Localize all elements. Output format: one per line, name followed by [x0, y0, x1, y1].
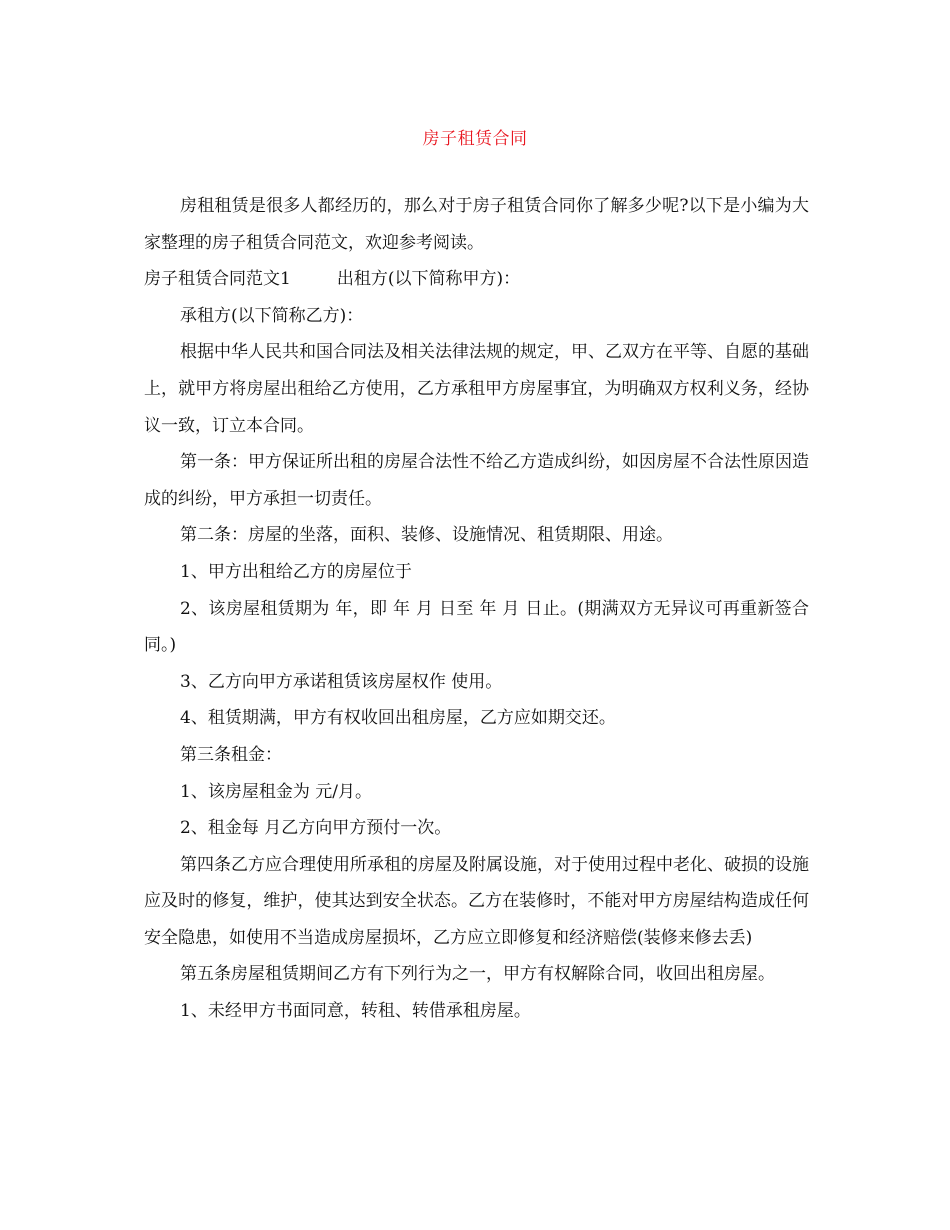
paragraph-lessee: 承租方(以下简称乙方)：	[180, 305, 364, 326]
paragraph-article-5: 第五条房屋租赁期间乙方有下列行为之一，甲方有权解除合同，收回出租房屋。	[180, 964, 775, 985]
document-body	[144, 188, 809, 1030]
document-title: 房子租赁合同	[422, 129, 528, 149]
paragraph-article-4: 第四条乙方应合理使用所承租的房屋及附属设施，对于使用过程中老化、破损的设施应及时的修复，维护，使其达到安全状态。乙方在装修时，不能对甲方房屋结构造成任何安全隐患，如使用不当造成房屋损坏，乙方应立即修复和经济赔偿(装修来修去丢)	[144, 854, 809, 948]
paragraph-article-3-item-2: 2、租金每 月乙方向甲方预付一次。	[180, 818, 452, 839]
sample-title: 房子租赁合同范文1	[144, 269, 291, 290]
lessor-label: 出租方(以下简称甲方)：	[336, 269, 521, 290]
paragraph-article-1: 第一条：甲方保证所出租的房屋合法性不给乙方造成纠纷，如因房屋不合法性原因造成的纠纷，甲方承担一切责任。	[144, 452, 809, 509]
paragraph-preamble: 根据中华人民共和国合同法及相关法律法规的规定，甲、乙双方在平等、自愿的基础上，就甲方将房屋出租给乙方使用，乙方承租甲方房屋事宜，为明确双方权利义务，经协议一致，订立本合同。	[144, 342, 809, 436]
paragraph-intro: 房租租赁是很多人都经历的，那么对于房子租赁合同你了解多少呢?以下是小编为大家整理的房子租赁合同范文，欢迎参考阅读。	[144, 196, 809, 253]
paragraph-article-2-item-3: 3、乙方向甲方承诺租赁该房屋权作 使用。	[180, 671, 503, 692]
paragraph-article-2-item-2: 2、该房屋租赁期为 年，即 年 月 日至 年 月 日止。(期满双方无异议可再重新签合同。)	[144, 598, 809, 656]
paragraph-sample-heading	[144, 261, 809, 298]
paragraph-article-3-item-1: 1、该房屋租金为 元/月。	[180, 781, 372, 802]
paragraph-article-3: 第三条租金：	[180, 744, 282, 765]
paragraph-article-2-item-4: 4、租赁期满，甲方有权收回出租房屋，乙方应如期交还。	[180, 708, 616, 729]
paragraph-article-5-item-1: 1、未经甲方书面同意，转租、转借承租房屋。	[180, 1001, 531, 1022]
paragraph-article-2-item-1: 1、甲方出租给乙方的房屋位于	[180, 561, 412, 582]
paragraph-article-2: 第二条：房屋的坐落，面积、装修、设施情况、租赁期限、用途。	[180, 525, 673, 546]
